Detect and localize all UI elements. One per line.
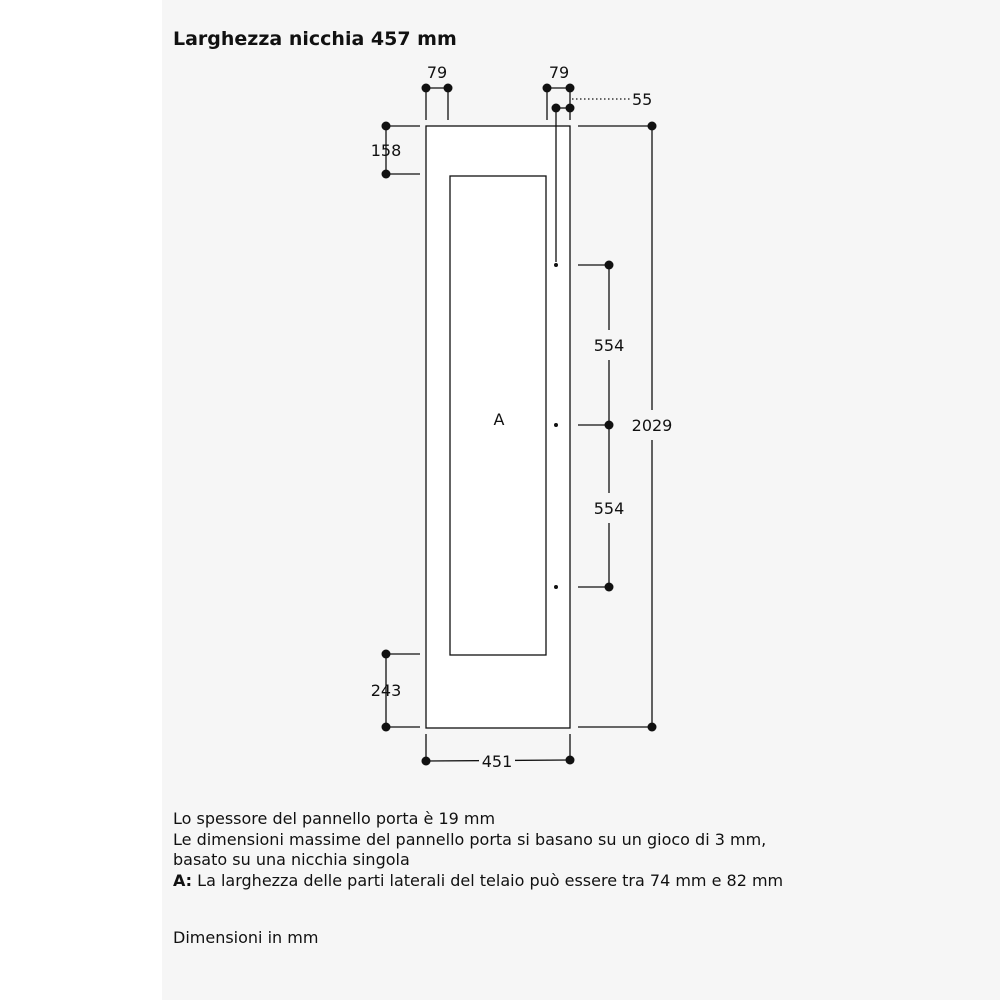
dim-dot <box>444 84 453 93</box>
hinge-point <box>554 263 558 267</box>
note-line: basato su una nicchia singola <box>173 850 410 869</box>
legend-line <box>173 871 783 892</box>
dim-dot <box>382 723 391 732</box>
dim-dot <box>382 122 391 131</box>
dim-label-bottom-rail: 243 <box>370 681 402 700</box>
dim-dot <box>648 723 657 732</box>
dim-dot <box>566 84 575 93</box>
notes-block <box>173 809 783 891</box>
page-title: Larghezza nicchia 457 mm <box>173 28 457 50</box>
hinge-point <box>554 585 558 589</box>
dim-label-hinge-upper: 554 <box>593 336 625 355</box>
dim-dot <box>605 583 614 592</box>
dim-dot <box>605 261 614 270</box>
note-line: Lo spessore del pannello porta è 19 mm <box>173 809 496 828</box>
dim-label-top-right: 79 <box>548 63 570 82</box>
dim-label-top-left: 79 <box>426 63 448 82</box>
dim-dot <box>422 757 431 766</box>
dim-dot <box>566 756 575 765</box>
panel-label-a: A <box>493 410 505 429</box>
dim-dot <box>543 84 552 93</box>
hinge-point <box>554 423 558 427</box>
dim-dot <box>422 84 431 93</box>
legend-key: A: <box>173 870 193 890</box>
units-note: Dimensioni in mm <box>173 928 319 947</box>
dim-label-top-rail: 158 <box>370 141 402 160</box>
dim-dot <box>382 170 391 179</box>
dim-label-hinge-lower: 554 <box>593 499 625 518</box>
note-line: Le dimensioni massime del pannello porta si basano su un gioco di 3 mm, <box>173 829 767 849</box>
dim-dot <box>566 104 575 113</box>
legend-text: La larghezza delle parti laterali del telaio può essere tra 74 mm e 82 mm <box>192 870 784 890</box>
dim-dot <box>382 650 391 659</box>
dim-label-edge-offset: 55 <box>632 90 653 109</box>
dim-label-panel-width: 451 <box>481 752 513 771</box>
dim-label-overall-height: 2029 <box>631 416 673 435</box>
dim-dot <box>605 421 614 430</box>
dim-dot <box>552 104 561 113</box>
dim-dot <box>648 122 657 131</box>
